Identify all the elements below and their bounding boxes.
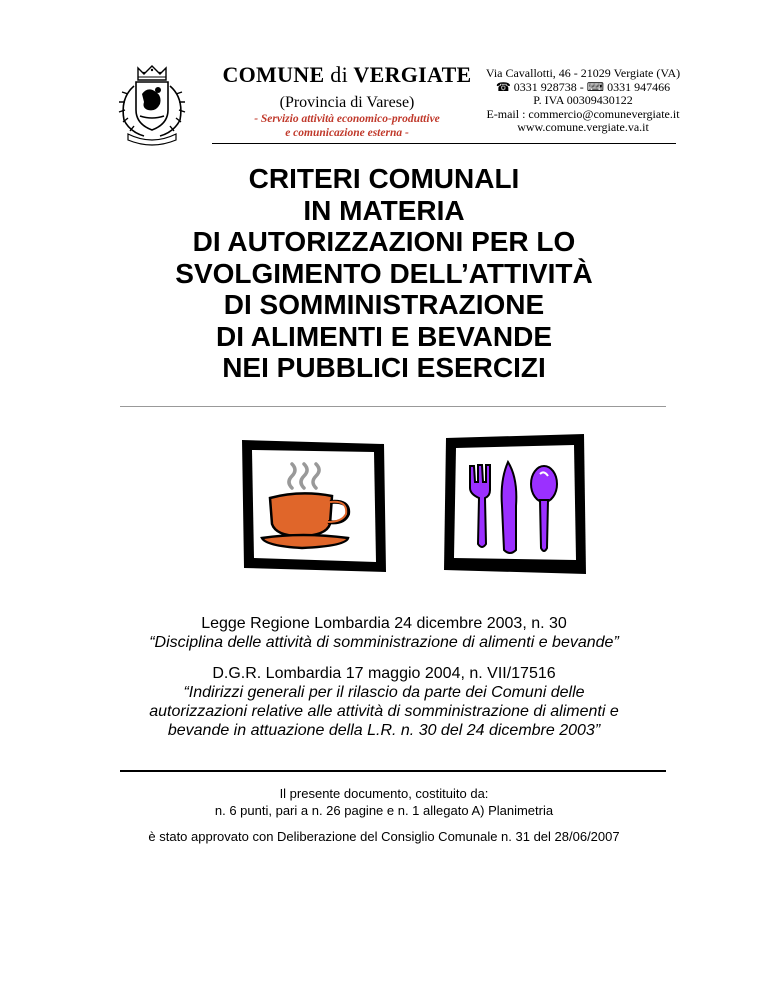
- servizio-line1: - Servizio attività economico-produttive: [254, 113, 440, 125]
- hot-cup-icon: [238, 436, 388, 576]
- title-line: SVOLGIMENTO DELL’ATTIVITÀ: [175, 257, 593, 289]
- coat-of-arms-logo: [110, 64, 194, 146]
- title-line: DI SOMMINISTRAZIONE: [223, 289, 545, 320]
- contact-block: [484, 67, 682, 135]
- provincia: (Provincia di Varese): [279, 94, 415, 111]
- law1-description: “Disciplina delle attività di somministrazione di alimenti e bevande”: [149, 634, 619, 651]
- composition-line: n. 6 punti, pari a n. 26 pagine e n. 1 allegato A) Planimetria: [214, 803, 554, 818]
- law2-title: D.G.R. Lombardia 17 maggio 2004, n. VII/17516: [212, 665, 556, 682]
- title-line: CRITERI COMUNALI: [248, 163, 520, 194]
- email: E-mail : commercio@comunevergiate.it: [486, 106, 680, 121]
- law2-description-line: “Indirizzi generali per il rilascio da parte dei Comuni delle: [183, 684, 585, 701]
- document-divider: [120, 770, 666, 772]
- title-line: IN MATERIA: [303, 194, 465, 226]
- title-line: DI AUTORIZZAZIONI PER LO: [192, 226, 576, 257]
- law2-description-line: autorizzazioni relative alle attività di somministrazione di alimenti e: [149, 703, 619, 720]
- phone-fax: ☎ 0331 928738 - ⌨ 0331 947466: [495, 79, 671, 94]
- law2-description-line: bevande in attuazione della L.R. n. 30 del 24 dicembre 2003”: [167, 722, 601, 739]
- title-divider: [120, 406, 666, 407]
- servizio-label: [218, 112, 476, 140]
- cutlery-icon: [440, 432, 590, 578]
- comune-city: VERGIATE: [353, 62, 472, 87]
- comune-name: [218, 62, 476, 88]
- title-line: NEI PUBBLICI ESERCIZI: [222, 352, 546, 383]
- piva: P. IVA 00309430122: [533, 93, 633, 107]
- document-composition: [100, 785, 668, 819]
- approval-note: è stato approvato con Deliberazione del Consiglio Comunale n. 31 del 28/06/2007: [148, 829, 620, 844]
- header-divider: [212, 143, 676, 144]
- servizio-line2: e comunicazione esterna -: [285, 127, 409, 139]
- comune-word: COMUNE: [222, 62, 325, 87]
- address: Via Cavallotti, 46 - 21029 Vergiate (VA): [485, 66, 681, 80]
- law-references: [100, 614, 668, 740]
- document-title: [100, 163, 668, 384]
- comune-di: di: [330, 62, 348, 87]
- composition-line: Il presente documento, costituito da:: [279, 786, 489, 801]
- website: www.comune.vergiate.va.it: [517, 120, 649, 134]
- title-line: DI ALIMENTI E BEVANDE: [215, 320, 552, 352]
- law1-title: Legge Regione Lombardia 24 dicembre 2003, n. 30: [201, 615, 567, 632]
